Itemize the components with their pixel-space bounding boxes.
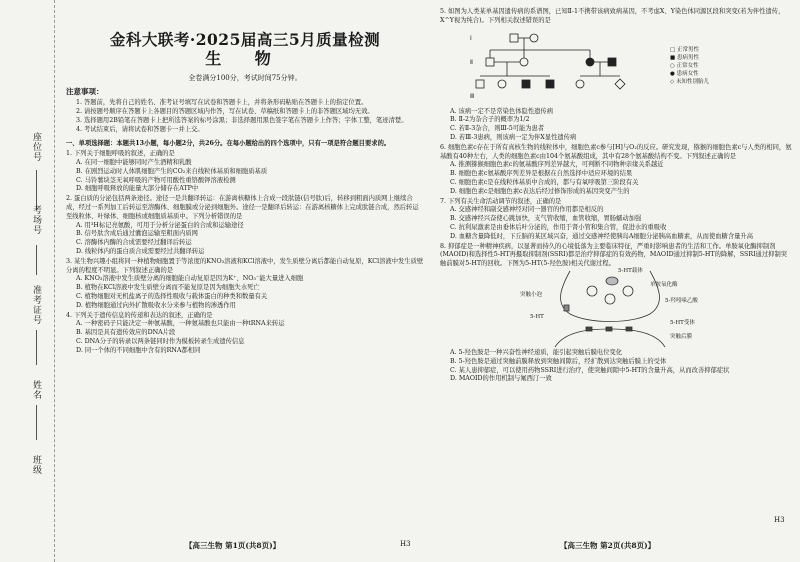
room-number-label: 考场号: [31, 205, 41, 235]
option-d: D. 细胞色素c是细胞色素c表达后经过修饰形成的基因突变产生的: [450, 187, 630, 195]
option-a: A. 5-羟色胺是一种兴奋性神经递质，能引起突触后膜电位变化: [450, 348, 623, 356]
seat-number-label: 座位号: [31, 132, 41, 162]
postsynaptic-membrane: [555, 329, 665, 347]
option-d: D. 若Ⅲ-3患病，则该病一定为伴X显性遗传病: [450, 133, 577, 141]
page-1: [66, 0, 424, 540]
option-c: C. 抗利尿激素是由垂体后叶分泌的，作用于肾小管和集合管，促进水的重吸收: [450, 223, 667, 231]
legend-item: ◇ 未知性别胎儿: [670, 78, 709, 85]
synaptic-vesicle: [623, 286, 633, 296]
option-c: C. 溶酶体内酶的合成需要经过翻译后转运: [76, 239, 192, 247]
monoamine-oxidase: [606, 277, 618, 285]
synaptic-vesicle: [605, 294, 615, 304]
option-d: D. MAOID的作用机制与氟西汀一致: [450, 375, 552, 383]
pedigree-svg: [470, 28, 700, 106]
pedigree-female-normal: [520, 58, 528, 66]
question-5: [440, 8, 792, 143]
question-stem: 2. 蛋白质的分泌包括两条途径。途径一是共翻译转运：在游离核糖体上合成一段肽链(信号肽)后，转移到粗面内质网上继续合成，经过一系列加工后转运至溶酶体、细胞膜或分泌到细胞外。途径一是翻译后转运：在游离核糖体上完成肽链合成，然后转运至线粒体、叶绿体、细胞核或细胞质基质中。下列分析错误的是: [66, 195, 419, 220]
pedigree-female-normal: [576, 80, 584, 88]
page-2-footer: 【高三生物 第2页(共8页)】: [560, 541, 656, 550]
notes-heading: 注意事项：: [66, 87, 104, 97]
option-d: D. 线粒体内的蛋白质合成需要经过共翻译转运: [76, 247, 205, 255]
room-number-line: [36, 245, 37, 275]
pedigree-female-affected: [586, 58, 594, 66]
option-b: B. 植物在KCl溶液中发生质壁分离而不能复原是因为细胞失水死亡: [76, 284, 260, 292]
option-b: B. 交感神经兴奋使心跳加快，支气管收缩，血管收缩，胃肠蠕动加强: [450, 215, 642, 223]
note-item: 1. 答题前，先将自己的姓名、准考证号填写在试卷和答题卡上，并将条形码粘贴在答题卡上的指定位置。: [76, 99, 368, 107]
pedigree-male-normal: [476, 80, 484, 88]
question-stem: 6. 细胞色素c存在于所有真核生物的线粒体中，细胞色素c参与[H]与O₂的反应。研究发现，猕猴的细胞色素c与人类的相同，氨基酸有40种左右，人类的细胞色素c由104个氨基酸组成，其中有28个氨基酸结构不变。下列叙述正确的是: [440, 143, 792, 160]
option-b: B. 细胞色素c氨基酸序列差异是根据在自然选择中适应环境的结果: [450, 170, 633, 178]
pedigree-female-normal: [498, 80, 506, 88]
exam-id-line: [36, 330, 37, 365]
option-b: B. 在剧烈运动时人体肌细胞产生的CO₂来自线粒体基质和细胞质基质: [76, 167, 268, 175]
option-a: A. 用³H标记亮氨酸，可用于分析分泌蛋白的合成和运输途径: [76, 221, 244, 229]
seat-number-line: [36, 170, 37, 210]
5ht-receptor: [606, 327, 612, 331]
pedigree-male-affected: [522, 80, 530, 88]
question-stem: 7. 下列有关生命活动调节的叙述，正确的是: [440, 197, 562, 205]
fig-label-5ht: 5-HT: [530, 313, 544, 320]
5ht-receptor: [586, 327, 592, 331]
fig-label-postsynaptic: 突触后膜: [670, 333, 693, 340]
option-a: A. 在同一细胞中能够同时产生酒精和乳酸: [76, 158, 192, 166]
page-1-footer: 【高三生物 第1页(共8页)】: [185, 541, 281, 550]
option-b: B. Ⅱ-2为杂合子的概率为1/2: [450, 116, 530, 124]
legend-item: ■ 患病男性: [670, 54, 699, 61]
option-d: D. 植物细胞通过向外扩散吸收水分来参与植物的渗透作用: [76, 301, 236, 309]
question-stem: 5. 如图为人类某单基因遗传病的系谱图，已知Ⅱ-1不携带该病致病基因，不考虑X、Y染色体同源区段和突变(若为伴性遗传，X^Y视为纯合)。下列相关叙述错误的是: [440, 8, 785, 24]
note-item: 3. 选择题用2B铅笔在答题卡上把所选答案的标号涂黑；非选择题用黑色签字笔在答题卡上作答；字体工整，笔迹清楚。: [76, 116, 408, 124]
option-c: C. 马铃薯块茎无氧呼吸的产物可用酸性重铬酸钾溶液检测: [76, 176, 236, 184]
pedigree-male-affected: [546, 80, 554, 88]
pedigree-male-normal: [510, 34, 518, 42]
exam-title: 金科大联考·2025届高三5月质量检测: [109, 30, 381, 49]
section-heading: 一、单项选择题：本题共13小题，每小题2分，共26分。在每小题给出的四个选项中，只有一项是符合题目要求的。: [66, 140, 391, 148]
legend-item: ○ 正常女性: [670, 62, 699, 69]
fig-label-receptor: 5-HT受体: [670, 319, 695, 326]
option-c: C. 某人患抑郁症，可以使用药物SSRI进行治疗，使突触间隙中5-HT的含量升高，从而改善抑郁症状: [450, 366, 730, 374]
question-stem: 4. 下列关于遗传信息的传递和表达的叙述，正确的是: [66, 311, 213, 319]
synaptic-vesicle: [587, 286, 597, 296]
question-6: [440, 144, 792, 197]
notes: [66, 88, 424, 134]
option-c: C. 植物细胞对无机盐离子的选择性吸收与载体蛋白的种类和数量有关: [76, 292, 268, 300]
question-stem: 8. 抑郁症是一种精神疾病，以显著而持久的心境低落为主要临床特征，严重时影响患者的生活和工作。单胺氧化酶抑制剂(MAOID)和选择性5-HT再摄取抑制剂(SSRI)都是治疗抑郁症的有效药物，MAOID通过抑制5-HT的降解，SSRI通过抑制突触前膜对5-HT的回收。下图为5-HT(5-羟色胺)相关代谢过程。: [440, 242, 788, 268]
question-stem: 3. 某生物兴趣小组将同一种植物细胞置于等浓度的KNO₃溶液和KCl溶液中，发生质壁分离后都能自动复原，KCl溶液中发生质壁分离的程度不明显。下列叙述正确的是: [66, 257, 424, 274]
fig-label-vesicle: 突触小泡: [520, 291, 543, 298]
option-a: A. 一种密码子只能决定一种氨基酸，一种氨基酸也只能由一种tRNA来转运: [76, 320, 285, 328]
cut-line: [54, 0, 55, 562]
option-b: B. 基因是具有遗传效应的DNA片段: [76, 329, 176, 337]
binding-margin: [0, 0, 62, 562]
page-2: [440, 0, 792, 540]
name-line: [36, 405, 37, 440]
legend-item: □ 正常男性: [670, 46, 699, 53]
option-c: C. 细胞色素c是在线粒体基质中合成的，都与有氧呼吸第三阶段有关: [450, 178, 639, 186]
pedigree-male-affected: [608, 58, 616, 66]
5ht-receptor: [626, 327, 632, 331]
option-c: C. DNA分子的转录以两条链同时作为模板转录生成遗传信息: [76, 337, 245, 345]
question-stem: 1. 下列关于细胞呼吸的叙述，正确的是: [66, 150, 175, 158]
pedigree-female-normal: [530, 34, 538, 42]
pedigree-legend: [670, 46, 790, 86]
option-a: A. 该病一定不是常染色体隐性遗传病: [450, 107, 554, 115]
page-2-code: H3: [774, 516, 785, 524]
fig-label-mao: 单胺氧化酶: [650, 281, 678, 288]
exam-meta: 全卷满分100分，考试时间75分钟。: [188, 73, 302, 82]
exam-id-label: 准考证号: [31, 285, 41, 325]
name-label: 姓名: [31, 380, 41, 400]
fig-label-5hiaa: 5-羟吲哚乙酸: [665, 297, 698, 304]
pedigree-chart: [470, 28, 792, 106]
5ht-transporter: [564, 305, 569, 311]
note-item: 4. 考试结束后，请将试卷和答题卡一并上交。: [76, 125, 204, 133]
legend-item: ● 患病女性: [670, 70, 699, 77]
option-d: D. 细胞呼吸释放的能量大部分储存在ATP中: [76, 185, 199, 193]
synapse-figure: [500, 269, 792, 349]
pedigree-male-normal: [486, 58, 494, 66]
option-c: C. 若Ⅱ-3杂合，则Ⅲ-5可能为患者: [450, 125, 545, 133]
synapse-svg: [500, 269, 730, 349]
option-d: D. 同一个体的不同细胞中含有的RNA都相同: [76, 346, 201, 354]
option-b: B. 信号肽含成后通过囊泡运输至粗面内质网: [76, 230, 198, 238]
option-a: A. 推测猕猴细胞色素c的氨基酸序列差异越大，可判断不同物种亲缘关系越近: [450, 161, 664, 169]
svg-text:Ⅰ: Ⅰ: [470, 35, 472, 42]
option-a: A. 交感神经和副交感神经对同一器官的作用都是相反的: [450, 206, 604, 214]
option-d: D. 血糖含量降低时，下丘脑的某区域兴奋，通过交感神经使胰岛A细胞分泌胰高血糖素，从而使血糖含量升高: [450, 232, 754, 240]
question-4: [66, 312, 424, 356]
option-b: B. 5-羟色胺是通过突触前膜释放到突触间隙后，经扩散到达突触后膜上的受体: [450, 357, 667, 365]
page-1-code: H3: [400, 540, 411, 548]
question-7: [440, 198, 792, 242]
question-8: [440, 243, 792, 385]
pedigree-unknown-fetus: [615, 79, 625, 89]
question-2: [66, 195, 424, 257]
note-item: 2. 请按题号顺序在答题卡上各题目的答题区域内作答，写在试卷、草稿纸和答题卡上的非答题区域均无效。: [76, 107, 374, 115]
fig-label-transporter: 5-HT载体: [618, 267, 643, 274]
class-label: 班级: [31, 455, 41, 475]
question-1: [66, 150, 424, 194]
svg-text:Ⅲ: Ⅲ: [470, 93, 475, 100]
question-3: [66, 258, 424, 311]
option-a: A. KNO₃溶液中发生质壁分离的细胞能自动复原是因为K⁺、NO₃⁻能大量进入细胞: [76, 275, 304, 283]
svg-text:Ⅱ: Ⅱ: [470, 59, 473, 66]
subject-title: 生 物: [205, 48, 285, 68]
